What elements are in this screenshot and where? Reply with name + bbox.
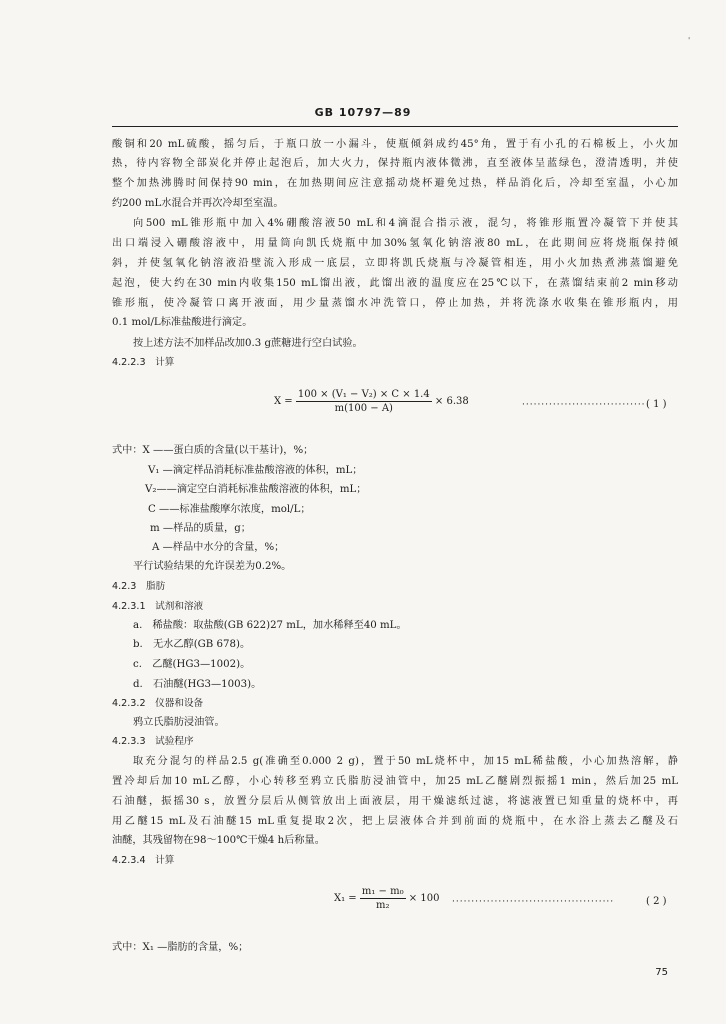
text-line: 鸦立氏脂肪浸油管。 <box>133 717 225 728</box>
header-rule <box>112 126 678 127</box>
definition-line: 式中：X₁ —脂肪的含量，%； <box>112 942 249 953</box>
formula-2-fraction <box>360 886 406 911</box>
text-line: 起泡，使大约在30 min内收集150 mL馏出液，此馏出液的温度应在25℃以下，在蒸馏结束前2 min移动 <box>112 278 678 289</box>
definition-line: A —样品中水分的含量，%； <box>152 542 285 553</box>
formula-2-lhs: X₁ = <box>334 893 357 904</box>
text-line: 用乙醚15 mL及石油醚15 mL重复提取2次，把上层液体合并到前面的烧瓶中，在水浴上蒸去乙醚及石 <box>112 816 678 827</box>
formula-1-leader: ································ <box>522 400 646 410</box>
formula-1-number: ( 1 ) <box>646 399 667 410</box>
formula-2-tail: × 100 <box>408 893 440 904</box>
page-number: 75 <box>655 967 668 978</box>
formula-1-lhs: X = <box>274 396 293 407</box>
section-heading: 4.2.2.3 计算 <box>112 357 175 368</box>
definition-line: V₁ —滴定样品消耗标准盐酸溶液的体积，mL； <box>148 465 363 476</box>
definition-line: C ——标准盐酸摩尔浓度，mol/L； <box>148 504 311 515</box>
corner-mark: ' <box>688 36 691 45</box>
text-line: 平行试验结果的允许误差为0.2%。 <box>133 561 292 572</box>
definition-line: 式中：X ——蛋白质的含量(以干基计)，%； <box>112 445 314 456</box>
formula-1-tail: × 6.38 <box>434 396 469 407</box>
reagent-item: a. 稀盐酸：取盐酸(GB 622)27 mL，加水稀释至40 mL。 <box>133 620 407 631</box>
text-line: 酸铜和20 mL硫酸，摇匀后，于瓶口放一小漏斗，使瓶倾斜成约45°角，置于有小孔的石棉板上，小火加 <box>112 139 678 150</box>
text-line: 石油醚，振摇30 s，放置分层后从侧管放出上面液层，用干燥滤纸过滤，将滤液置已知重量的烧杯中，再 <box>112 796 678 807</box>
text-line: 锥形瓶，使冷凝管口离开液面，用少量蒸馏水冲洗管口，停止加热，并将洗涤水收集在锥形瓶内，用 <box>112 298 678 309</box>
definition-line: V₂——滴定空白消耗标准盐酸溶液的体积，mL； <box>145 484 367 495</box>
section-heading: 4.2.3.2 仪器和设备 <box>112 698 204 709</box>
reagent-item: b. 无水乙醇(GB 678)。 <box>133 639 251 650</box>
formula-1-fraction <box>296 389 432 414</box>
text-line: 斜，并使氢氧化钠溶液沿壁流入形成一底层，立即将凯氏烧瓶与冷凝管相连，用小火加热煮沸蒸馏避免 <box>112 258 678 269</box>
section-heading: 4.2.3.4 计算 <box>112 855 175 866</box>
text-line: 约200 mL水混合并再次冷却至室温。 <box>112 198 284 209</box>
section-heading: 4.2.3.1 试剂和溶液 <box>112 601 204 612</box>
text-line: 油醚，其残留物在98～100℃干燥4 h后称量。 <box>112 835 325 846</box>
text-line: 整个加热沸腾时间保持90 min，在加热期间应注意摇动烧杯避免过热，样品消化后，冷却至室温，小心加 <box>112 178 678 189</box>
formula-1-numerator: 100 × (V₁ − V₂) × C × 1.4 <box>297 389 430 400</box>
text-line: 出口端浸入硼酸溶液中，用量筒向凯氏烧瓶中加30%氢氧化钠溶液80 mL，在此期间应将烧瓶保持倾 <box>112 238 678 249</box>
section-heading: 4.2.3.3 试验程序 <box>112 736 194 747</box>
formula-2-denominator: m₂ <box>375 900 390 911</box>
formula-2-number: ( 2 ) <box>646 896 667 907</box>
text-line: 按上述方法不加样品改加0.3 g蔗糖进行空白试验。 <box>133 338 363 349</box>
definition-line: m —样品的质量，g； <box>150 523 251 534</box>
text-line: 热，待内容物全部炭化并停止起泡后，加大火力，保持瓶内液体微沸，直至液体呈蓝绿色，澄清透明，并使 <box>112 158 678 169</box>
formula-1-denominator: m(100 − A) <box>334 403 393 414</box>
section-heading: 4.2.3 脂肪 <box>112 581 166 592</box>
reagent-item: d. 石油醚(HG3—1003)。 <box>133 679 262 690</box>
formula-1 <box>274 389 469 414</box>
standard-number-header: GB 10797—89 <box>314 106 412 119</box>
text-line: 向500 mL锥形瓶中加入4%硼酸溶液50 mL和4滴混合指示液，混匀，将锥形瓶置冷凝管下并使其 <box>133 218 678 229</box>
text-line: 0.1 mol/L标准盐酸进行滴定。 <box>112 317 253 328</box>
text-line: 取充分混匀的样品2.5 g(准确至0.000 2 g)，置于50 mL烧杯中，加15 mL稀盐酸，小心加热溶解，静 <box>133 756 678 767</box>
formula-2-leader: ·········································· <box>452 897 615 907</box>
formula-2 <box>334 886 439 911</box>
formula-2-numerator: m₁ − m₀ <box>361 886 404 897</box>
text-line: 置冷却后加10 mL乙醇，小心转移至鸦立氏脂肪浸油管中，加25 mL乙醚剧烈振摇1 min，然后加25 mL <box>112 776 678 787</box>
reagent-item: c. 乙醚(HG3—1002)。 <box>133 659 251 670</box>
